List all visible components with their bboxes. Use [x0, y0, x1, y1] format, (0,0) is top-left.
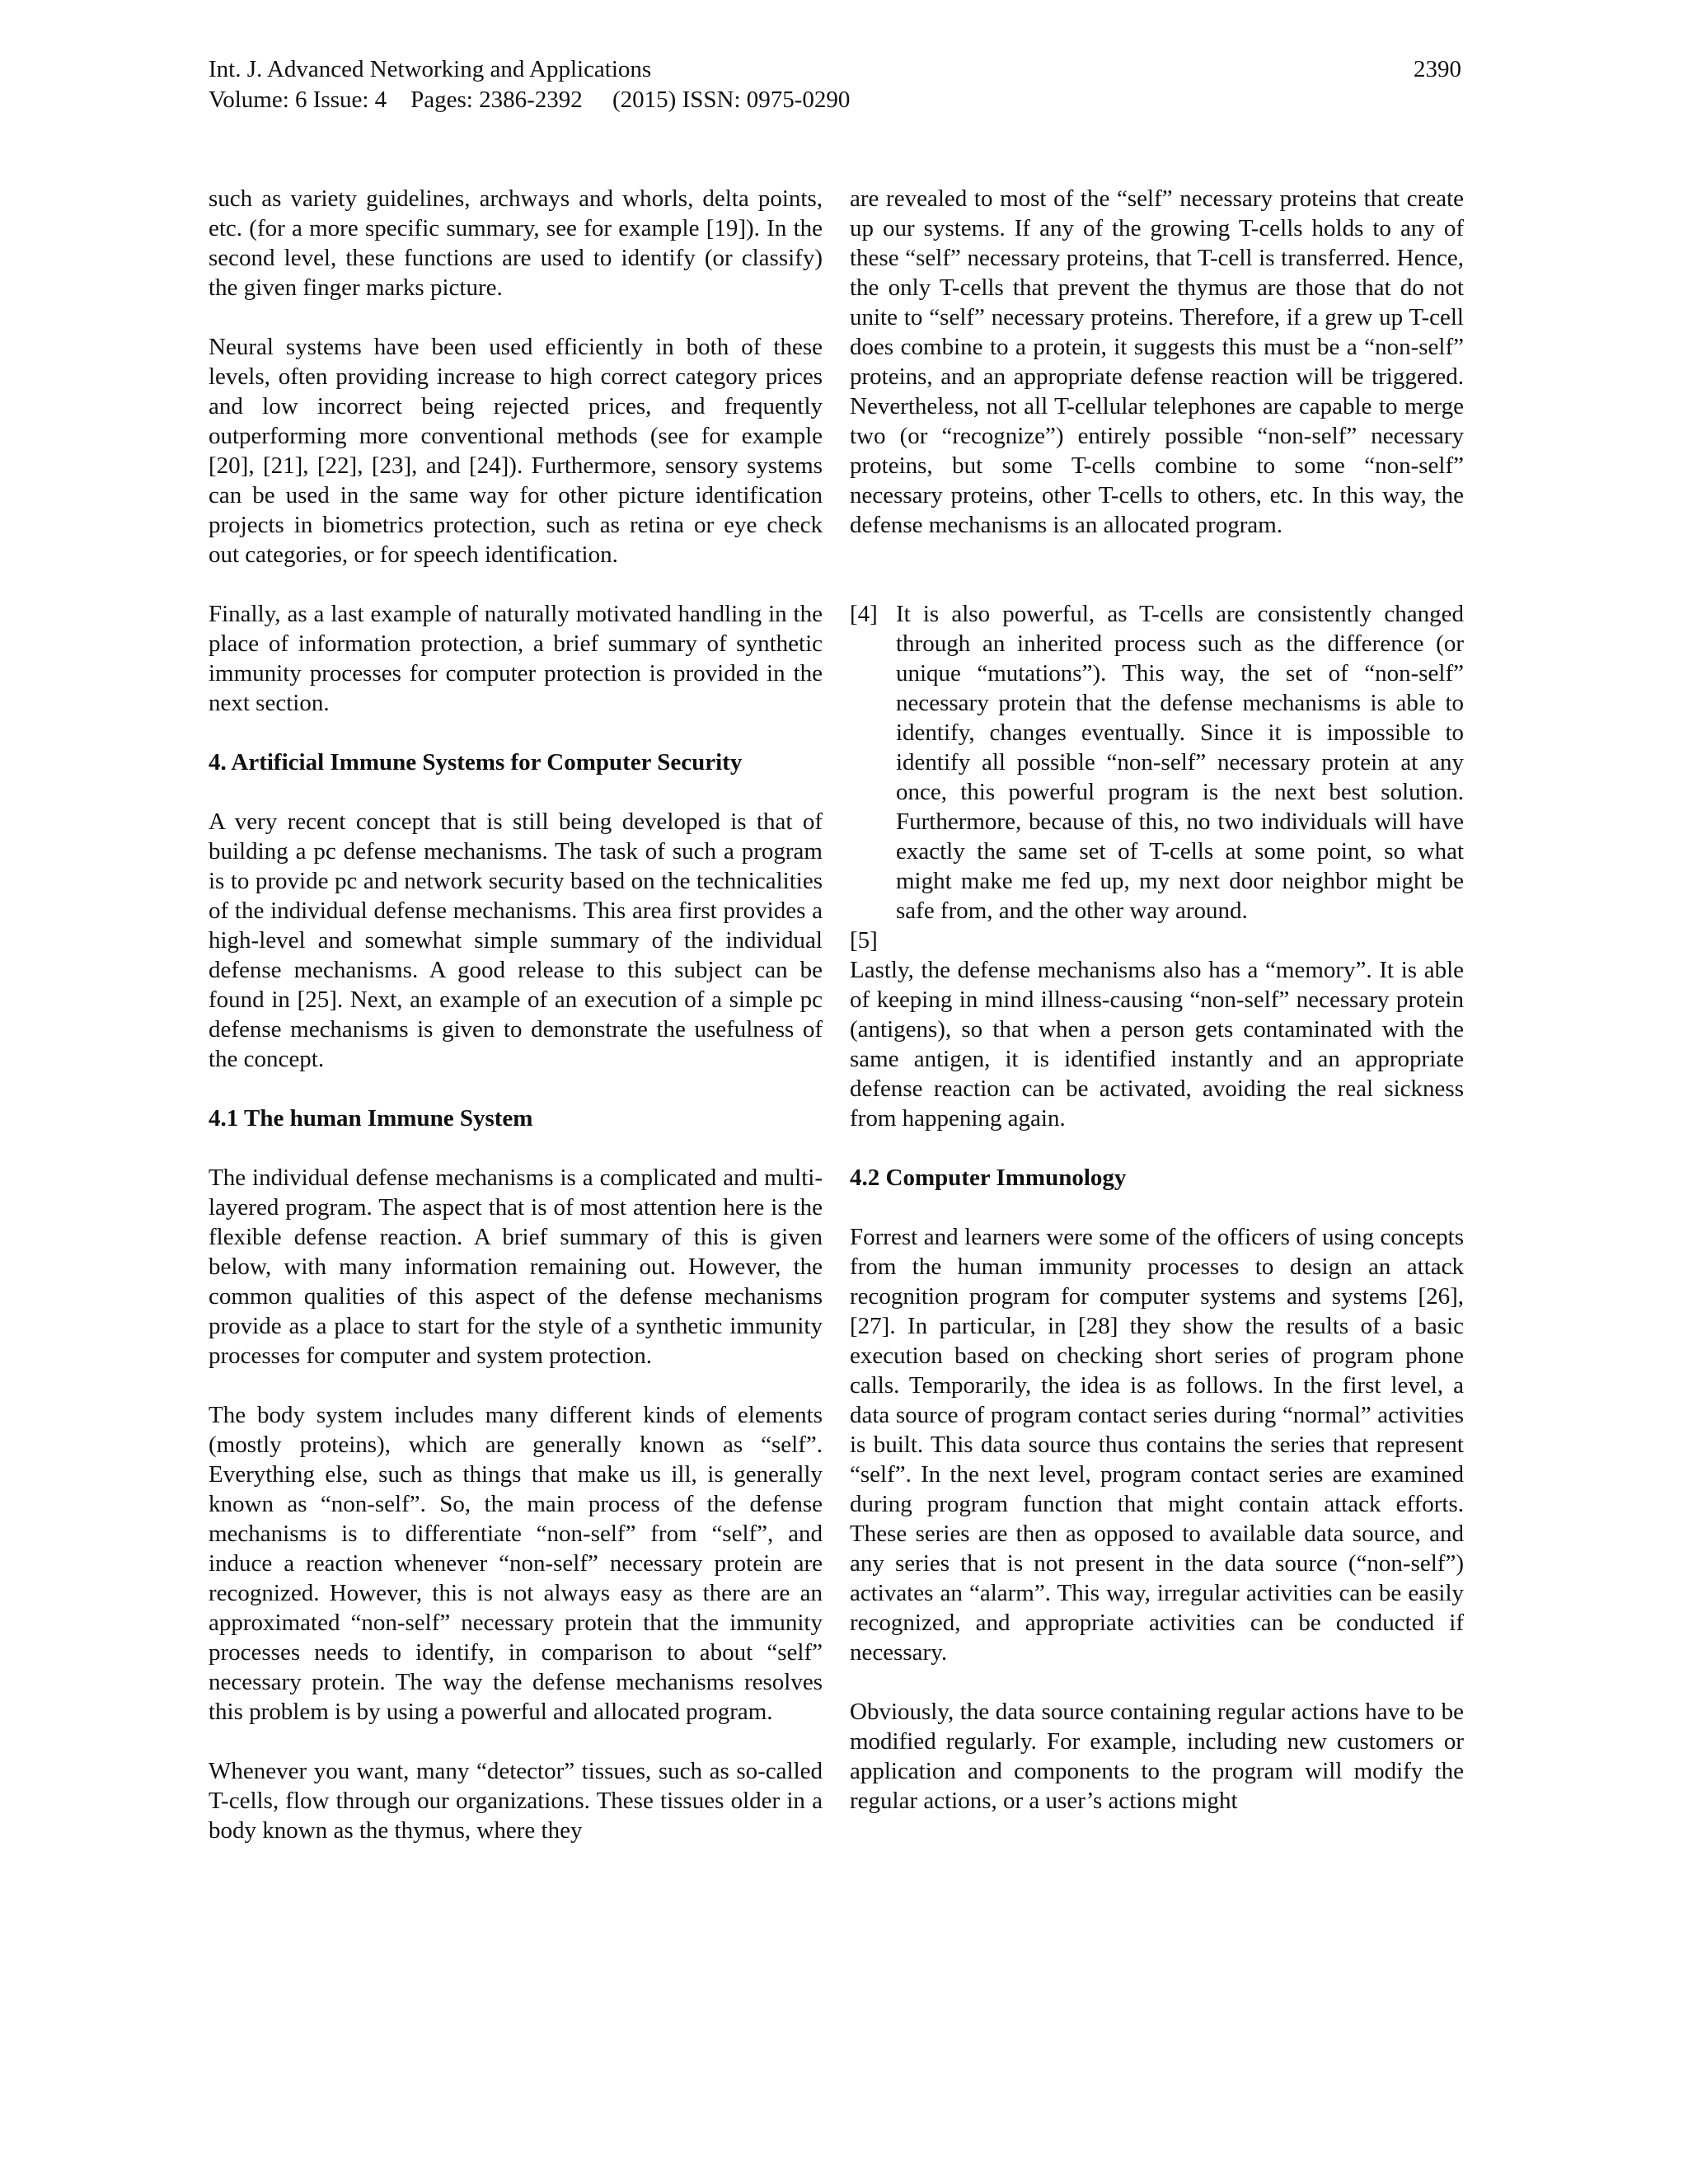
paragraph: The individual defense mechanisms is a complicated and multi-layered program. The aspect that is of most attention here is the flexible defense reaction. A brief summary of this is given below, with many information remaining out. However, the common qualities of this aspect of the defense mechanisms provide as a place to start for the style of a synthetic immunity processes for computer and system protection. [209, 1165, 823, 1369]
paragraph: are revealed to most of the “self” necessary proteins that create up our systems. If any of the growing T-cells holds to any of these “self” necessary proteins, that T-cell is transferred. Hence, the only T-cells that prevent the thymus are those that do not unite to “self” necessary proteins. Therefore, if a grew up T-cell does combine to a protein, it suggests this must be a “non-self” proteins, and an appropriate defense reaction will be triggered. Nevertheless, not all T-cellular telephones are capable to merge two (or “recognize”) entirely possible “non-self” necessary proteins, but some T-cells combine to some “non-self” necessary proteins, other T-cells to others, etc. In this way, the defense mechanisms is an allocated program. [850, 185, 1464, 538]
paragraph: Lastly, the defense mechanisms also has a “memory”. It is able of keeping in mind illness-causing “non-self” necessary protein (antigens), so that when a person gets contaminated with the same antigen, it is identified instantly and an appropriate defense reaction can be activated, avoiding the real sickness from happening again. [850, 957, 1464, 1132]
list-number-5: [5] [850, 927, 878, 954]
journal-title: Int. J. Advanced Networking and Applications [209, 56, 652, 82]
page-number: 2390 [1414, 56, 1461, 82]
paragraph: such as variety guidelines, archways and whorls, delta points, etc. (for a more specific summary, see for example [19]). In the second level, these functions are used to identify (or classify) the given finger marks picture. [209, 185, 823, 301]
paragraph: A very recent concept that is still being developed is that of building a pc defense mechanisms. The task of such a program is to provide pc and network security based on the technicalities of the individual defense mechanisms. This area first provides a high-level and somewhat simple summary of the individual defense mechanisms. A good release to this subject can be found in [25]. Next, an example of an execution of a simple pc defense mechanisms is given to demonstrate the usefulness of the concept. [209, 808, 823, 1072]
section-heading-4-1: 4.1 The human Immune System [209, 1105, 533, 1132]
list-item-4 [850, 599, 1464, 926]
page-header [209, 54, 1461, 115]
paragraph: Forrest and learners were some of the officers of using concepts from the human immunity processes to design an attack recognition program for computer systems and systems [26], [27]. In particular, in [28] they show the results of a basic execution based on checking short series of program phone calls. Temporarily, the idea is as follows. In the first level, a data source of program contact series during “normal” activities is built. This data source thus contains the series that represent “self”. In the next level, program contact series are examined during program function that might contain attack efforts. These series are then as opposed to available data source, and any series that is not present in the data source (“non-self”) activates an “alarm”. This way, irregular activities can be easily recognized, and appropriate activities can be conducted if necessary. [850, 1224, 1464, 1666]
paragraph: The body system includes many different kinds of elements (mostly proteins), which are generally known as “self”. Everything else, such as things that make us ill, is generally known as “non-self”. So, the main process of the defense mechanisms is to differentiate “non-self” from “self”, and induce a reaction whenever “non-self” necessary protein are recognized. However, this is not always easy as there are an approximated “non-self” necessary protein that the immunity processes needs to identify, in comparison to about “self” necessary protein. The way the defense mechanisms resolves this problem is by using a powerful and allocated program. [209, 1402, 823, 1725]
section-heading-4-2: 4.2 Computer Immunology [850, 1165, 1127, 1191]
right-column [850, 184, 1464, 1816]
list-number: [4] [850, 601, 878, 627]
volume-info: Volume: 6 Issue: 4 Pages: 2386-2392 (2015) ISSN: 0975-0290 [209, 87, 851, 113]
paragraph: Whenever you want, many “detector” tissues, such as so-called T-cells, flow through our organizations. These tissues older in a body known as the thymus, where they [209, 1758, 823, 1844]
left-column [209, 184, 823, 1875]
spacer [850, 569, 1464, 599]
paragraph: Obviously, the data source containing regular actions have to be modified regularly. For example, including new customers or application and components to the program will modify the regular actions, or a user’s actions might [850, 1699, 1464, 1814]
list-item-text: It is also powerful, as T-cells are consistently changed through an inherited process such as the difference (or unique “mutations”). This way, the set of “non-self” necessary protein that the defense mechanisms is able to identify, changes eventually. Since it is impossible to identify all possible “non-self” necessary protein at any once, this powerful program is the next best solution. Furthermore, because of this, no two individuals will have exactly the same set of T-cells at some point, so what might make me fed up, my next door neighbor might be safe from, and the other way around. [896, 601, 1464, 924]
paragraph: Neural systems have been used efficiently in both of these levels, often providing increase to high correct category prices and low incorrect being rejected prices, and frequently outperforming more conventional methods (see for example [20], [21], [22], [23], and [24]). Furthermore, sensory systems can be used in the same way for other picture identification projects in biometrics protection, such as retina or eye check out categories, or for speech identification. [209, 334, 823, 568]
paragraph: Finally, as a last example of naturally motivated handling in the place of information protection, a brief summary of synthetic immunity processes for computer protection is provided in the next section. [209, 601, 823, 716]
section-heading-4: 4. Artificial Immune Systems for Computer Security [209, 749, 743, 776]
